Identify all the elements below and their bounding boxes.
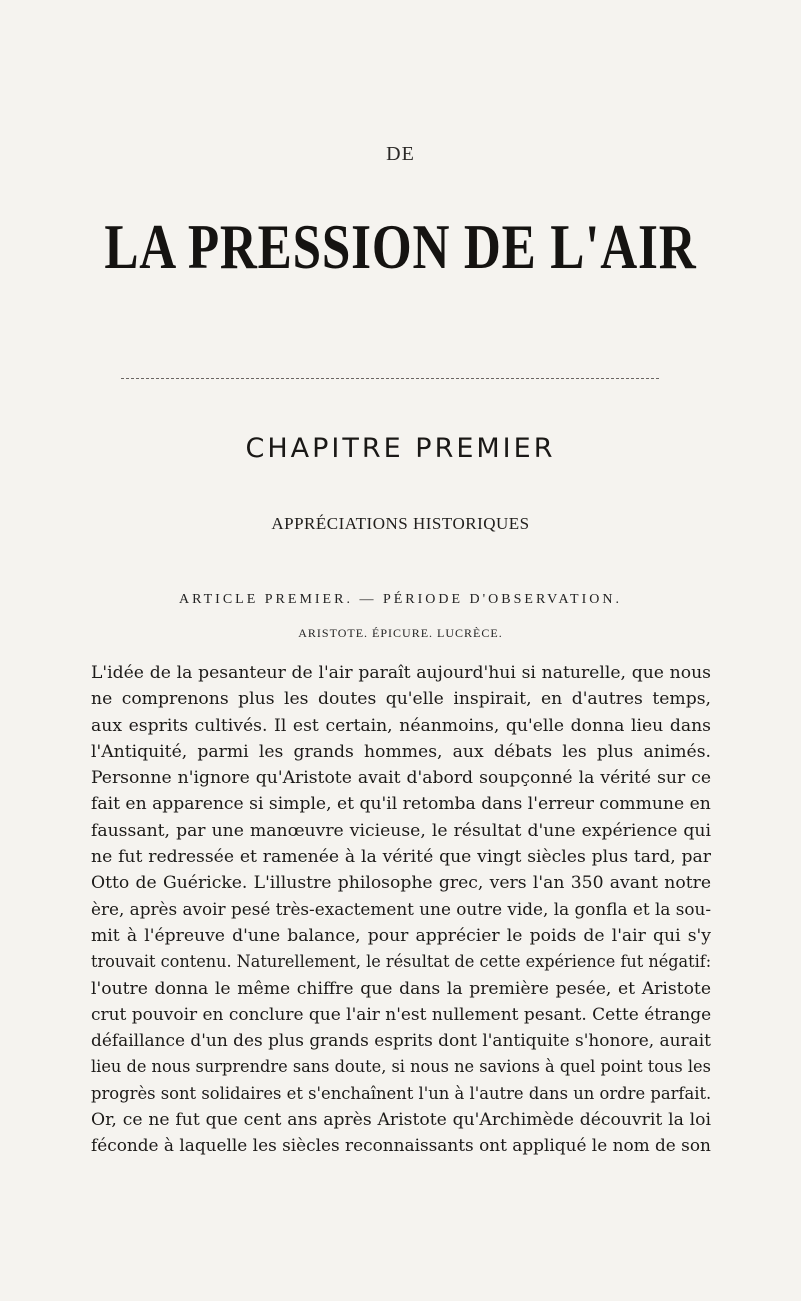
text-line: fait en apparence si simple, et qu'il retomba dans l'erreur commune en [91, 794, 711, 815]
text-line: Personne n'ignore qu'Aristote avait d'abord soupçonné la vérité sur ce [91, 768, 711, 789]
text-line: Otto de Guéricke. L'illustre philosophe grec, vers l'an 350 avant notre [91, 873, 711, 894]
text-line: l'Antiquité, parmi les grands hommes, aux débats les plus animés. [91, 741, 711, 762]
chapter-title: CHAPITRE PREMIER [245, 433, 556, 464]
text-line: ne fut redressée et ramenée à la vérité que vingt siècles plus tard, par [91, 847, 711, 868]
text-line: féconde à laquelle les siècles reconnaissants ont appliqué le nom de son [91, 1136, 711, 1157]
body-paragraph [91, 660, 711, 1160]
article-subjects: ARISTOTE. ÉPICURE. LUCRÈCE. [298, 626, 503, 640]
text-line: L'idée de la pesanteur de l'air paraît aujourd'hui si naturelle, que nous [91, 663, 711, 683]
text-line: lieu de nous surprendre sans doute, si nous ne savions à quel point tous les [91, 1057, 711, 1078]
text-line: défaillance d'un des plus grands esprits dont l'antiquite s'honore, aurait [91, 1031, 711, 1052]
text-line: Or, ce ne fut que cent ans après Aristote qu'Archimède découvrit la loi [91, 1110, 711, 1131]
pre-title: DE [386, 143, 415, 165]
text-line: ne comprenons plus les doutes qu'elle inspirait, en d'autres temps, [91, 689, 711, 710]
text-line: mit à l'épreuve d'une balance, pour apprécier le poids de l'air qui s'y [91, 925, 711, 946]
text-line: trouvait contenu. Naturellement, le résultat de cette expérience fut négatif: [91, 952, 712, 973]
text-line: faussant, par une manœuvre vicieuse, le résultat d'une expérience qui [91, 820, 711, 841]
text-line: progrès sont solidaires et s'enchaînent l'un à l'autre dans un ordre parfait. [91, 1083, 712, 1104]
article-heading: ARTICLE PREMIER. — PÉRIODE D'OBSERVATION. [179, 592, 622, 607]
text-line: l'outre donna le même chiffre que dans la première pesée, et Aristote [91, 978, 711, 999]
title-divider [121, 378, 659, 379]
text-line: aux esprits cultivés. Il est certain, néanmoins, qu'elle donna lieu dans [91, 715, 711, 736]
section-title: APPRÉCIATIONS HISTORIQUES [271, 514, 530, 533]
book-title: LA PRESSION DE L'AIR [104, 211, 697, 282]
text-line: crut pouvoir en conclure que l'air n'est nullement pesant. Cette étrange [91, 1004, 712, 1025]
text-line: ère, après avoir pesé très-exactement une outre vide, la gonfla et la sou- [91, 899, 712, 920]
